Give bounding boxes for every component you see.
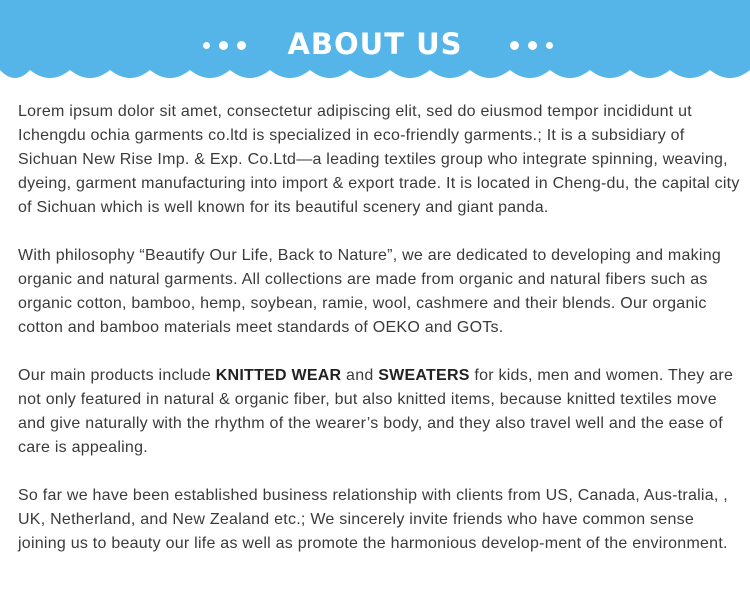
banner-dots-right bbox=[510, 41, 553, 49]
page-title: ABOUT US bbox=[287, 27, 463, 61]
products-text-post: for kids, men and women. They are not only featured in natural & organic fiber, but also knitted items, because knitted textiles move and give naturally with the rhythm of the wearer’s body, and they also travel well and the ease of care is appealing. bbox=[18, 367, 734, 456]
product-knitted-wear: KNITTED WEAR bbox=[215, 367, 342, 384]
product-sweaters: SWEATERS bbox=[378, 367, 470, 384]
products-text-pre: Our main products include bbox=[18, 367, 216, 384]
about-us-banner bbox=[0, 0, 750, 84]
dot bbox=[528, 41, 537, 50]
products-text-mid: and bbox=[341, 367, 379, 384]
paragraph-products bbox=[18, 364, 740, 460]
dot bbox=[546, 42, 553, 49]
paragraph-intro: Lorem ipsum dolor sit amet, consectetur adipiscing elit, sed do eiusmod tempor incididunt ut Ichengdu ochia garments co.ltd is specialized in eco-friendly garments.; It is a subsidiary of Sichuan New Rise Imp. & Exp. Co.Ltd—a leading textiles group who integrate spinning, weaving, dyeing, garment manufacturing into import & export trade. It is located in Cheng-du, the capital city of Sichuan which is well known for its beautiful scenery and giant panda. bbox=[18, 103, 740, 216]
paragraph-philosophy: With philosophy “Beautify Our Life, Back to Nature”, we are dedicated to developing and making organic and natural garments. All collections are made from organic and natural fibers such as organic cotton, bamboo, hemp, soybean, ramie, wool, cashmere and their blends. Our organic cotton and bamboo materials meet standards of OEKO and GOTs. bbox=[18, 247, 721, 336]
dot bbox=[510, 41, 519, 50]
about-us-content bbox=[18, 100, 740, 580]
paragraph-clients: So far we have been established business relationship with clients from US, Canada, Aus-tralia, , UK, Netherland, and New Zealand etc.; We sincerely invite friends who have common sense joining us to beauty our life as well as promote the harmonious develop-ment of the environment. bbox=[18, 487, 728, 552]
